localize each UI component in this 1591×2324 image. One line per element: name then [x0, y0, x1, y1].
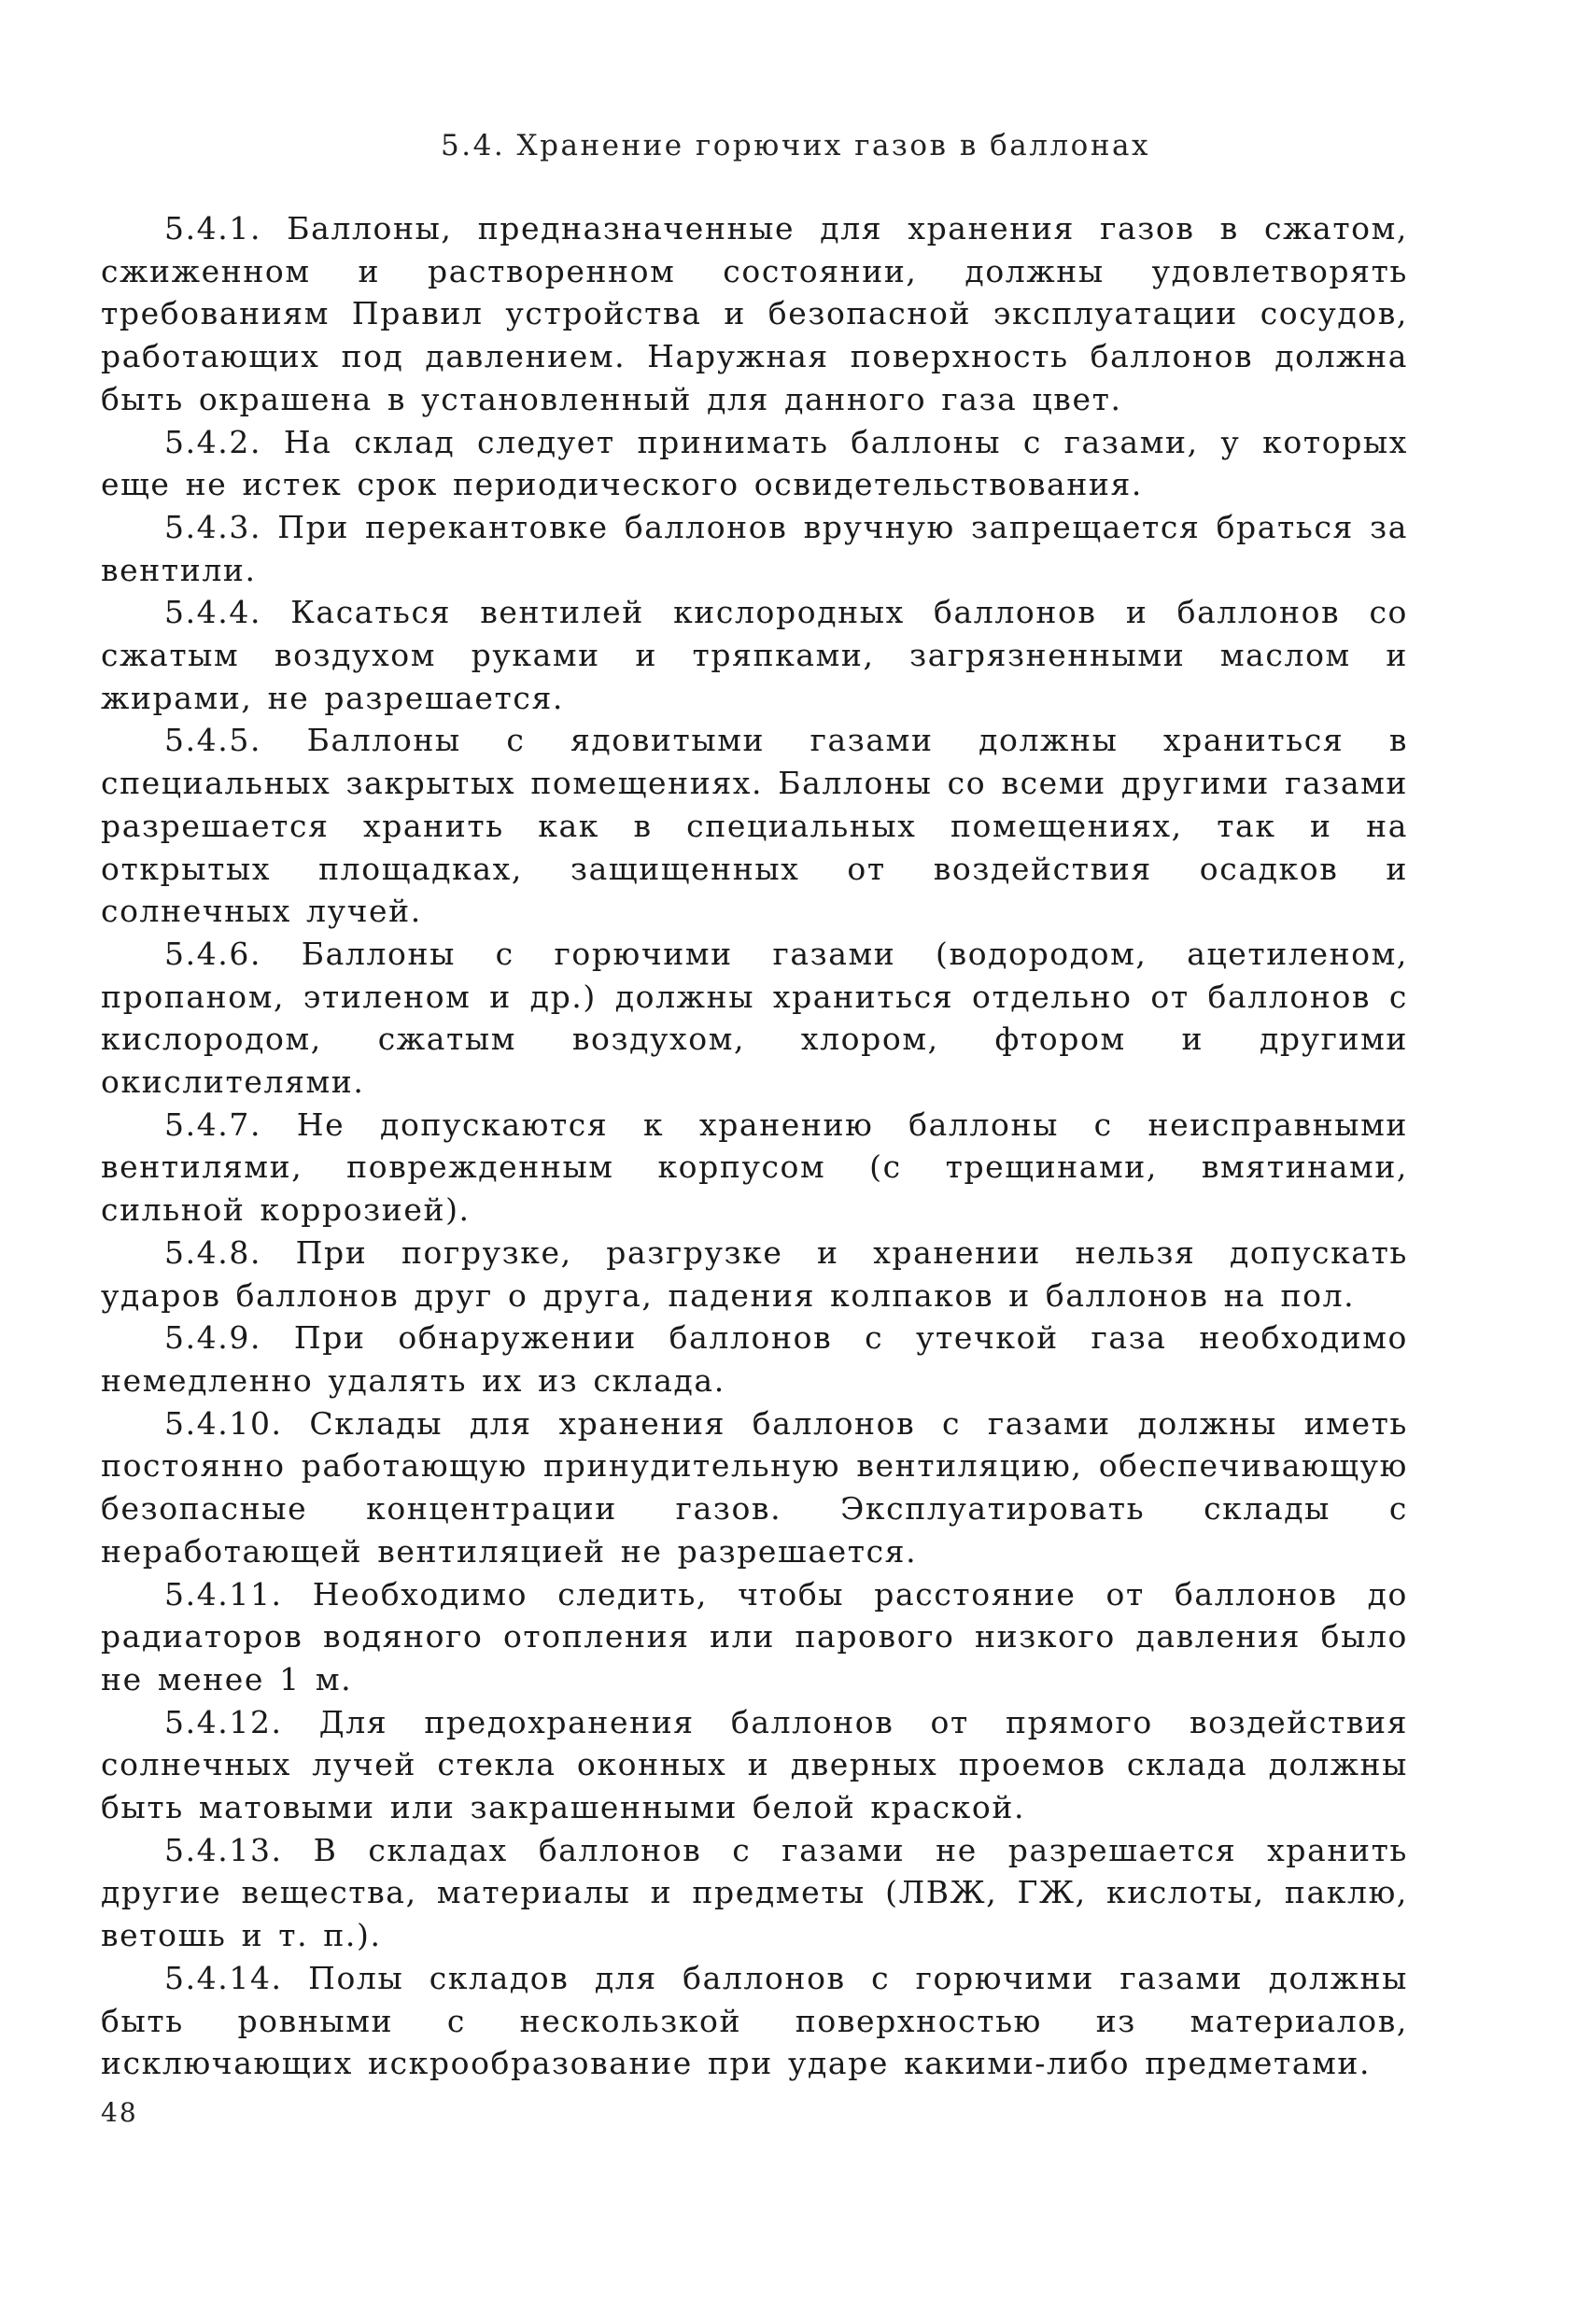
paragraph-number: 5.4.12.	[164, 1703, 283, 1740]
paragraph-number: 5.4.4.	[164, 594, 262, 631]
paragraph-number: 5.4.5.	[164, 722, 262, 759]
paragraph-text: На склад следует принимать баллоны с газами, у которых еще не истек срок периодического освидетельствования.	[101, 423, 1408, 503]
paragraph	[101, 506, 1408, 591]
body-text	[101, 207, 1408, 2085]
paragraph-text: При обнаружении баллонов с утечкой газа необходимо немедленно удалять их из склада.	[101, 1319, 1408, 1399]
paragraph-text: Полы складов для баллонов с горючими газами должны быть ровными с нескользкой поверхностью из материалов, исключающих искрообразование при ударе какими-либо предметами.	[101, 1959, 1408, 2082]
paragraph-number: 5.4.3.	[164, 508, 262, 545]
paragraph-text: Необходимо следить, чтобы расстояние от баллонов до радиаторов водяного отопления или парового низкого давления было не менее 1 м.	[101, 1575, 1409, 1697]
paragraph-number: 5.4.14.	[164, 1959, 283, 1996]
section-title: 5.4. Хранение горючих газов в баллонах	[441, 129, 1150, 162]
paragraph-number: 5.4.6.	[164, 935, 262, 972]
paragraph-number: 5.4.7.	[164, 1106, 262, 1143]
paragraph	[101, 1232, 1408, 1317]
paragraph	[101, 591, 1408, 719]
paragraph	[101, 1104, 1408, 1232]
paragraph	[101, 1402, 1408, 1573]
paragraph-number: 5.4.13.	[164, 1831, 283, 1868]
paragraph	[101, 1573, 1408, 1701]
paragraph-text: Для предохранения баллонов от прямого воздействия солнечных лучей стекла оконных и дверных проемов склада должны быть матовыми или закрашенными белой краской.	[101, 1703, 1408, 1826]
paragraph	[101, 1317, 1408, 1401]
page-number: 48	[101, 2097, 138, 2128]
paragraph-text: При погрузке, разгрузке и хранении нельзя допускать ударов баллонов друг о друга, падения колпаков и баллонов на пол.	[101, 1233, 1408, 1314]
paragraph-number: 5.4.8.	[164, 1233, 262, 1271]
paragraph	[101, 719, 1408, 933]
paragraph	[101, 1957, 1408, 2085]
paragraph-number: 5.4.9.	[164, 1319, 262, 1357]
paragraph	[101, 1829, 1408, 1957]
paragraph-number: 5.4.1.	[164, 210, 262, 246]
paragraph-text: Баллоны с горючими газами (водородом, ацетиленом, пропаном, этиленом и др.) должны храниться отдельно от баллонов с кислородом, сжатым воздухом, хлором, фтором и другими окислителями.	[101, 935, 1408, 1101]
paragraph-text: Касаться вентилей кислородных баллонов и баллонов со сжатым воздухом руками и тряпками, загрязненными маслом и жирами, не разрешается.	[101, 594, 1408, 716]
paragraph-text: В складах баллонов с газами не разрешается хранить другие вещества, материалы и предметы (ЛВЖ, ГЖ, кислоты, паклю, ветошь и т. п.).	[101, 1831, 1408, 1954]
paragraph-number: 5.4.2.	[164, 423, 262, 460]
paragraph-text: Склады для хранения баллонов с газами должны иметь постоянно работающую принудительную вентиляцию, обеспечивающую безопасные концентрации газов. Эксплуатировать склады с неработающей вентиляцией не разрешается.	[101, 1404, 1408, 1570]
paragraph	[101, 207, 1408, 421]
paragraph-text: Не допускаются к хранению баллоны с неисправными вентилями, поврежденным корпусом (с трещинами, вмятинами, сильной коррозией).	[101, 1106, 1408, 1229]
paragraph-text: Баллоны, предназначенные для хранения газов в сжатом, сжиженном и растворенном состоянии, должны удовлетворять требованиям Правил устройства и безопасной эксплуатации сосудов, работающих под давлением. Наружная поверхность баллонов должна быть окрашена в установленный для данного газа цвет.	[101, 210, 1409, 417]
paragraph-text: При перекантовке баллонов вручную запрещается браться за вентили.	[101, 508, 1409, 588]
paragraph-text: Баллоны с ядовитыми газами должны храниться в специальных закрытых помещениях. Баллоны со всеми другими газами разрешается хранить как в специальных помещениях, так и на открытых площадках, защищенных от воздействия осадков и солнечных лучей.	[101, 722, 1409, 930]
paragraph-number: 5.4.11.	[164, 1575, 283, 1613]
paragraph-number: 5.4.10.	[164, 1404, 283, 1442]
paragraph	[101, 421, 1408, 506]
paragraph	[101, 933, 1408, 1104]
paragraph	[101, 1701, 1408, 1829]
